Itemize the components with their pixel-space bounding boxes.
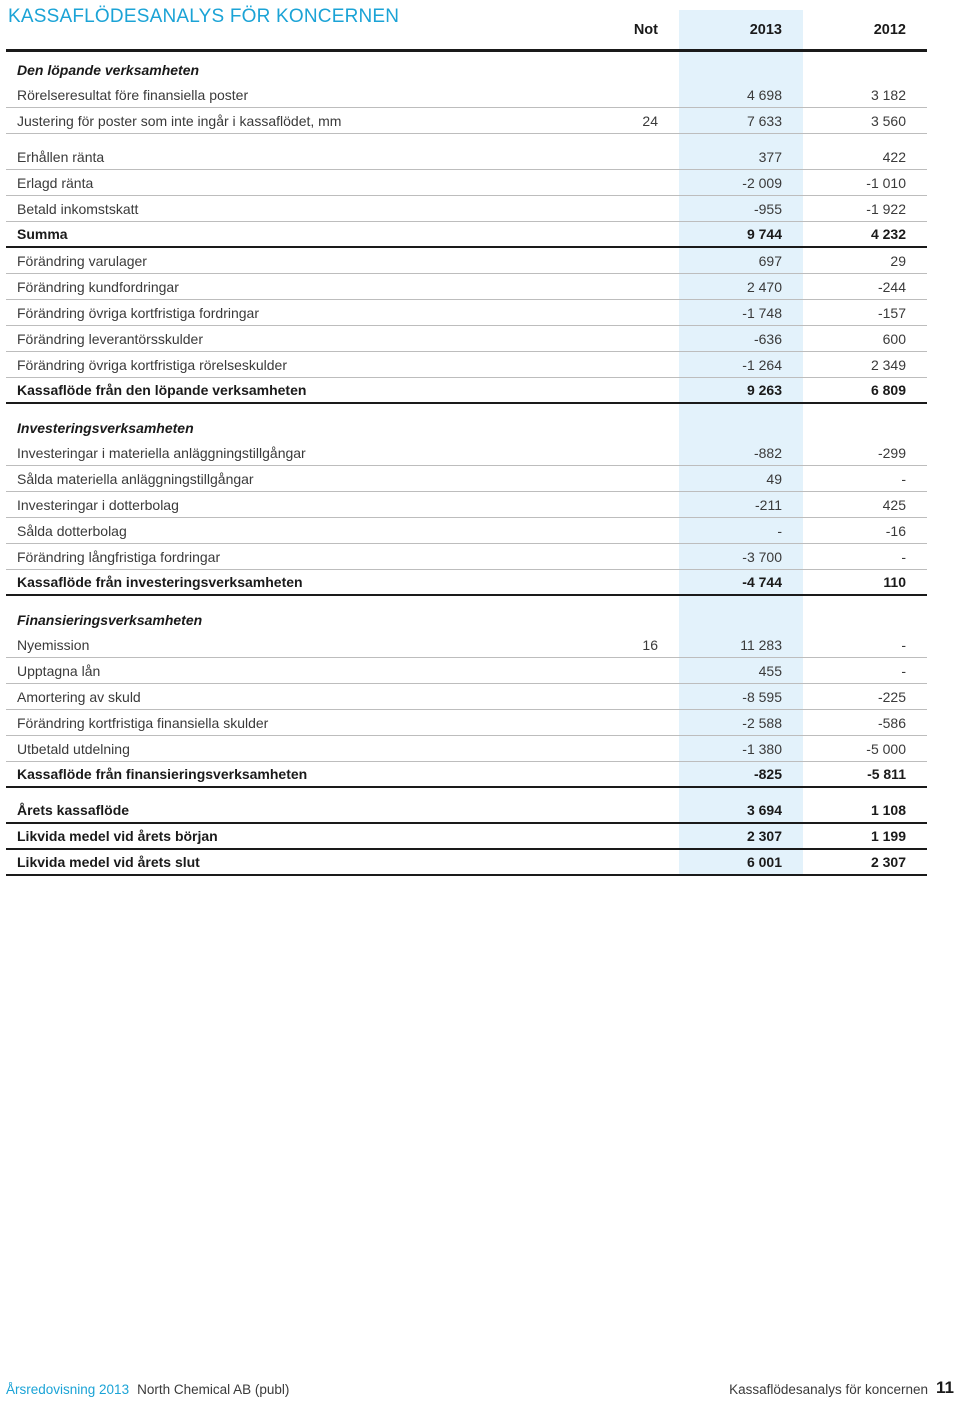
- row-value-2012: -157: [877, 305, 906, 321]
- section-header: [6, 414, 927, 440]
- table-row: [6, 300, 927, 326]
- row-label: Rörelseresultat före finansiella poster: [17, 87, 249, 103]
- row-label: Förändring kortfristiga finansiella skulder: [17, 715, 269, 731]
- table-row: [6, 492, 927, 518]
- row-value-2012: 425: [882, 497, 906, 513]
- row-value-2012: 29: [890, 253, 906, 269]
- row-value-2013: -: [777, 523, 782, 539]
- row-value-2012: -: [901, 471, 906, 487]
- row-label: Erlagd ränta: [17, 175, 94, 191]
- header-rule: [6, 49, 927, 52]
- table-row: [6, 736, 927, 762]
- row-value-2013: 455: [758, 663, 782, 679]
- row-label: Betald inkomstskatt: [17, 201, 139, 217]
- row-value-2012: 6 809: [870, 382, 906, 398]
- row-label: Sålda materiella anläggningstillgångar: [17, 471, 254, 487]
- row-value-2012: 4 232: [870, 226, 906, 242]
- row-value-2013: -2 009: [742, 175, 782, 191]
- row-value-2013: -3 700: [742, 549, 782, 565]
- table-row: [6, 274, 927, 300]
- table-row: [6, 466, 927, 492]
- row-value-2013: 2 307: [746, 828, 782, 844]
- row-note: 24: [642, 113, 658, 129]
- row-label: Likvida medel vid årets slut: [17, 854, 200, 870]
- subtotal-row: [6, 798, 927, 824]
- row-label: Nyemission: [17, 637, 90, 653]
- row-value-2013: 49: [766, 471, 782, 487]
- row-value-2012: 1 108: [870, 802, 906, 818]
- section-header: [6, 606, 927, 632]
- subtotal-row: [6, 824, 927, 850]
- row-value-2013: -882: [753, 445, 782, 461]
- row-value-2013: 6 001: [746, 854, 782, 870]
- table-row: [6, 144, 927, 170]
- row-value-2012: -1 010: [866, 175, 906, 191]
- footer-year: Årsredovisning 2013: [6, 1382, 130, 1397]
- row-value-2012: 1 199: [870, 828, 906, 844]
- row-value-2013: -1 748: [742, 305, 782, 321]
- row-value-2012: -1 922: [866, 201, 906, 217]
- table-row: [6, 710, 927, 736]
- table-row: [6, 684, 927, 710]
- table-row: [6, 352, 927, 378]
- table-row: [6, 196, 927, 222]
- row-value-2013: -825: [753, 766, 782, 782]
- row-label: Investeringar i dotterbolag: [17, 497, 179, 513]
- row-value-2013: -955: [753, 201, 782, 217]
- subtotal-row: [6, 222, 927, 248]
- row-value-2013: 9 263: [746, 382, 782, 398]
- header-not: Not: [633, 22, 658, 38]
- row-label: Förändring leverantörsskulder: [17, 331, 203, 347]
- row-label: Likvida medel vid årets början: [17, 828, 218, 844]
- row-note: 16: [642, 637, 658, 653]
- cash-flow-table: [6, 56, 927, 876]
- footer-company: North Chemical AB (publ): [137, 1382, 290, 1397]
- row-value-2013: -211: [755, 497, 782, 513]
- table-row: [6, 82, 927, 108]
- table-row: [6, 108, 927, 134]
- table-row: [6, 518, 927, 544]
- row-value-2013: 4 698: [746, 87, 782, 103]
- table-row: [6, 248, 927, 274]
- row-label: Kassaflöde från finansieringsverksamheten: [17, 766, 308, 782]
- subtotal-row: [6, 378, 927, 404]
- row-value-2013: -1 264: [742, 357, 782, 373]
- row-label: Förändring övriga kortfristiga rörelseskulder: [17, 357, 287, 373]
- row-label: Förändring övriga kortfristiga fordringar: [17, 305, 259, 321]
- row-value-2012: 3 560: [870, 113, 906, 129]
- row-value-2012: -: [901, 637, 906, 653]
- row-label: Sålda dotterbolag: [17, 523, 127, 539]
- row-label: Amortering av skuld: [17, 689, 141, 705]
- row-value-2013: 377: [758, 149, 782, 165]
- page-title: KASSAFLÖDESANALYS FÖR KONCERNEN: [8, 6, 400, 27]
- table-row: [6, 544, 927, 570]
- table-row: [6, 658, 927, 684]
- row-label: Förändring varulager: [17, 253, 147, 269]
- row-value-2012: -5 811: [867, 766, 906, 782]
- row-value-2012: 600: [882, 331, 906, 347]
- row-label: Förändring långfristiga fordringar: [17, 549, 221, 565]
- row-value-2012: 3 182: [870, 87, 906, 103]
- header-2013: 2013: [749, 22, 782, 38]
- header-2012: 2012: [873, 22, 906, 38]
- table-row: [6, 170, 927, 196]
- row-value-2012: -5 000: [866, 741, 906, 757]
- row-label: Erhållen ränta: [17, 149, 105, 165]
- page-number: 11: [936, 1378, 954, 1397]
- row-label: Kassaflöde från den löpande verksamheten: [17, 382, 307, 398]
- row-value-2012: -: [901, 549, 906, 565]
- row-value-2012: 2 307: [870, 854, 906, 870]
- row-value-2013: 9 744: [746, 226, 782, 242]
- row-label: Upptagna lån: [17, 663, 101, 679]
- row-label: Finansieringsverksamheten: [17, 612, 203, 628]
- row-value-2013: 11 283: [740, 637, 782, 653]
- row-label: Investeringar i materiella anläggningstillgångar: [17, 445, 306, 461]
- row-value-2012: 422: [882, 149, 906, 165]
- row-value-2012: -586: [877, 715, 906, 731]
- row-value-2012: -225: [877, 689, 906, 705]
- row-value-2013: -4 744: [742, 574, 782, 590]
- row-value-2012: -244: [877, 279, 906, 295]
- row-value-2013: 7 633: [746, 113, 782, 129]
- row-value-2013: 3 694: [746, 802, 782, 818]
- row-value-2012: -: [901, 663, 906, 679]
- row-value-2013: -2 588: [742, 715, 782, 731]
- row-value-2012: -16: [885, 523, 906, 539]
- row-label: Justering för poster som inte ingår i kassaflödet, mm: [17, 113, 342, 129]
- row-value-2012: 110: [883, 574, 906, 590]
- row-value-2013: -8 595: [742, 689, 782, 705]
- row-value-2013: -1 380: [742, 741, 782, 757]
- row-value-2013: 697: [758, 253, 782, 269]
- subtotal-row: [6, 850, 927, 876]
- row-label: Den löpande verksamheten: [17, 62, 200, 78]
- subtotal-row: [6, 570, 927, 596]
- row-value-2012: 2 349: [870, 357, 906, 373]
- footer-section: Kassaflödesanalys för koncernen: [729, 1382, 928, 1397]
- section-header: [6, 56, 927, 82]
- table-row: [6, 440, 927, 466]
- footer-left: [6, 1382, 289, 1397]
- row-label: Årets kassaflöde: [17, 802, 130, 818]
- row-label: Kassaflöde från investeringsverksamheten: [17, 574, 303, 590]
- table-row: [6, 632, 927, 658]
- row-value-2013: 2 470: [746, 279, 782, 295]
- table-row: [6, 326, 927, 352]
- row-label: Förändring kundfordringar: [17, 279, 179, 295]
- row-label: Utbetald utdelning: [17, 741, 130, 757]
- row-label: Investeringsverksamheten: [17, 420, 194, 436]
- row-value-2012: -299: [877, 445, 906, 461]
- subtotal-row: [6, 762, 927, 788]
- row-label: Summa: [17, 226, 68, 242]
- row-value-2013: -636: [753, 331, 782, 347]
